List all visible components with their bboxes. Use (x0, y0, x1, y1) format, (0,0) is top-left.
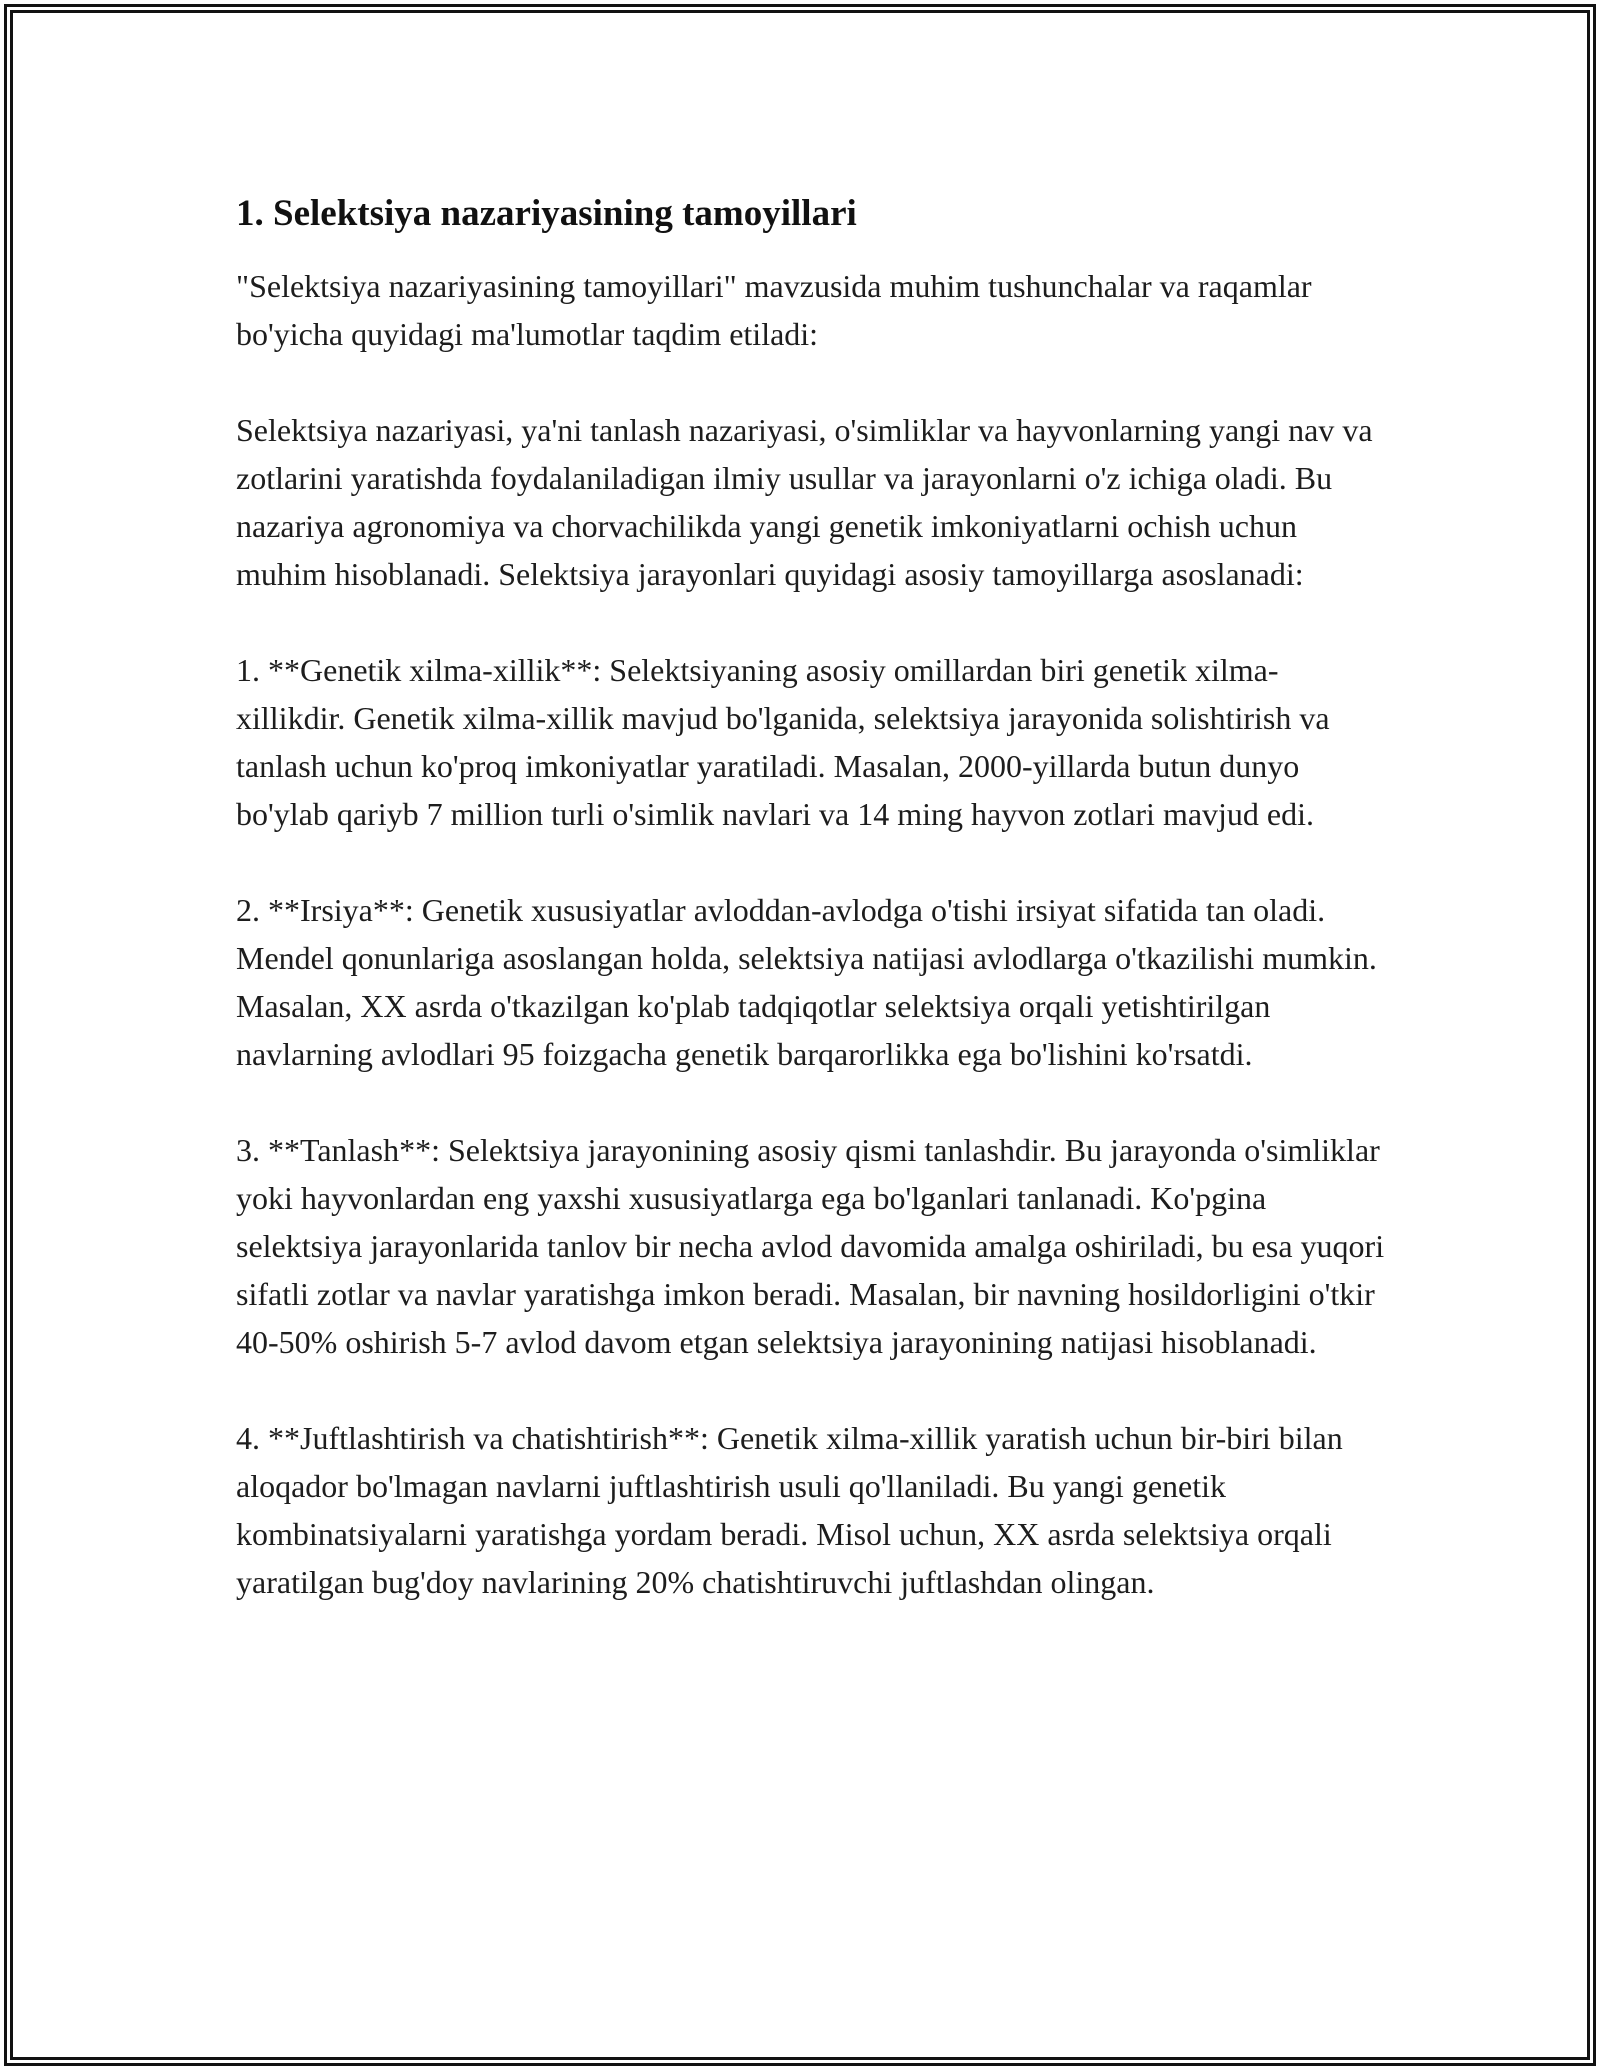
document-body (236, 186, 1386, 1654)
intro-paragraph: "Selektsiya nazariyasining tamoyillari" mavzusida muhim tushunchalar va raqamlar bo'yicha quyidagi ma'lumotlar taqdim etiladi: (236, 268, 1312, 352)
principle-genetic-diversity-paragraph: 1. **Genetik xilma-xillik**: Selektsiyaning asosiy omillardan biri genetik xilma-xillikdir. Genetik xilma-xillik mavjud bo'lganida, selektsiya jarayonida solishtirish va tanlash uchun ko'proq imkoniyatlar yaratiladi. Masalan, 2000-yillarda butun dunyo bo'ylab qariyb 7 million turli o'simlik navlari va 14 ming hayvon zotlari mavjud edi. (236, 652, 1330, 832)
overview-paragraph: Selektsiya nazariyasi, ya'ni tanlash nazariyasi, o'simliklar va hayvonlarning yangi nav va zotlarini yaratishda foydalaniladigan ilmiy usullar va jarayonlarni o'z ichiga oladi. Bu nazariya agronomiya va chorvachilikda yangi genetik imkoniyatlarni ochish uchun muhim hisoblanadi. Selektsiya jarayonlari quyidagi asosiy tamoyillarga asoslanadi: (236, 412, 1373, 592)
principle-heredity-paragraph: 2. **Irsiya**: Genetik xususiyatlar avloddan-avlodga o'tishi irsiyat sifatida tan oladi. Mendel qonunlariga asoslangan holda, selektsiya natijasi avlodlarga o'tkazilishi mumkin. Masalan, XX asrda o'tkazilgan ko'plab tadqiqotlar selektsiya orqali yetishtirilgan navlarning avlodlari 95 foizgacha genetik barqarorlikka ega bo'lishini ko'rsatdi. (236, 892, 1377, 1072)
principle-selection-paragraph: 3. **Tanlash**: Selektsiya jarayonining asosiy qismi tanlashdir. Bu jarayonda o'simliklar yoki hayvonlardan eng yaxshi xususiyatlarga ega bo'lganlari tanlanadi. Ko'pgina selektsiya jarayonlarida tanlov bir necha avlod davomida amalga oshiriladi, bu esa yuqori sifatli zotlar va navlar yaratishga imkon beradi. Masalan, bir navning hosildorligini o'tkir 40-50% oshirish 5-7 avlod davom etgan selektsiya jarayonining natijasi hisoblanadi. (236, 1132, 1385, 1360)
section-title: 1. Selektsiya nazariyasining tamoyillari (236, 193, 857, 234)
principle-crossing-paragraph: 4. **Juftlashtirish va chatishtirish**: Genetik xilma-xillik yaratish uchun bir-biri bilan aloqador bo'lmagan navlarni juftlashtirish usuli qo'llaniladi. Bu yangi genetik kombinatsiyalarni yaratishga yordam beradi. Misol uchun, XX asrda selektsiya orqali yaratilgan bug'doy navlarining 20% chatishtiruvchi juftlashdan olingan. (236, 1420, 1343, 1600)
